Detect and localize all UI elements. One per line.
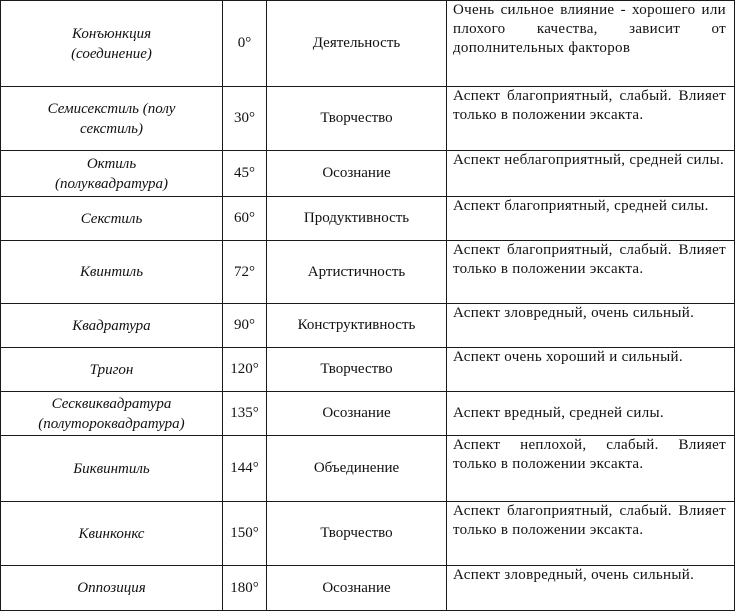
aspect-name-cell <box>1 436 223 502</box>
aspect-degree: 30° <box>223 87 267 151</box>
table-row <box>1 566 735 611</box>
aspect-name: Квинтиль <box>79 264 144 280</box>
aspect-degree: 60° <box>223 197 267 241</box>
aspect-name-cell <box>1 87 223 151</box>
aspect-degree: 120° <box>223 348 267 392</box>
aspect-name-cell <box>1 392 223 436</box>
table-row <box>1 348 735 392</box>
table-row <box>1 151 735 197</box>
aspect-theme: Осознание <box>267 151 447 197</box>
aspect-name: Сесквиквадратура <box>51 395 172 412</box>
aspect-theme: Продуктивность <box>267 197 447 241</box>
aspect-theme: Объединение <box>267 436 447 502</box>
aspect-name-cell <box>1 348 223 392</box>
aspect-description: Аспект благоприятный, средней силы. <box>447 197 735 241</box>
aspect-degree: 72° <box>223 241 267 304</box>
aspect-theme: Осознание <box>267 566 447 611</box>
aspect-description: Аспект благоприятный, слабый. Влияет только в положении эксакта. <box>447 241 735 304</box>
aspect-name-cell <box>1 151 223 197</box>
table-row <box>1 436 735 502</box>
aspect-name-alt: секстиль) <box>80 120 143 137</box>
aspect-name-cell <box>1 1 223 87</box>
aspect-name: Тригон <box>89 361 134 378</box>
aspect-description: Аспект благоприятный, слабый. Влияет только в положении эксакта. <box>447 87 735 151</box>
aspect-theme: Творчество <box>267 348 447 392</box>
table-row <box>1 502 735 566</box>
aspect-name-cell <box>1 502 223 566</box>
aspect-name: Семисекстиль (полу <box>47 100 176 117</box>
aspect-description: Очень сильное влияние - хорошего или плохого качества, зависит от дополнительных факторов <box>447 1 735 87</box>
aspect-description: Аспект вредный, средней силы. <box>447 392 735 436</box>
aspect-degree: 135° <box>223 392 267 436</box>
aspect-description: Аспект очень хороший и сильный. <box>447 348 735 392</box>
aspect-name: Конъюнкция <box>71 25 152 42</box>
aspect-degree: 45° <box>223 151 267 197</box>
aspect-name-cell <box>1 304 223 348</box>
aspect-description: Аспект неблагоприятный, средней силы. <box>447 151 735 197</box>
table-row <box>1 304 735 348</box>
aspect-name-alt: (соединение) <box>71 45 152 62</box>
aspect-degree: 144° <box>223 436 267 502</box>
aspect-description: Аспект неплохой, слабый. Влияет только в положении эксакта. <box>447 436 735 502</box>
table-row <box>1 87 735 151</box>
table-row <box>1 197 735 241</box>
aspect-degree: 90° <box>223 304 267 348</box>
aspect-theme: Творчество <box>267 502 447 566</box>
table-row <box>1 392 735 436</box>
aspect-degree: 0° <box>223 1 267 87</box>
aspect-theme: Артистичность <box>267 241 447 304</box>
aspect-name: Биквинтиль <box>73 460 150 477</box>
aspect-degree: 180° <box>223 566 267 611</box>
aspects-table-body <box>1 1 735 611</box>
aspect-degree: 150° <box>223 502 267 566</box>
aspect-name-cell <box>1 241 223 304</box>
aspect-theme: Конструктивность <box>267 304 447 348</box>
aspect-name-alt: (полуквадратура) <box>54 175 169 192</box>
aspect-description: Аспект зловредный, очень сильный. <box>447 304 735 348</box>
aspect-name: Оппозиция <box>77 580 146 596</box>
aspect-theme: Творчество <box>267 87 447 151</box>
aspect-name-alt: (полутороквадратура) <box>38 415 185 432</box>
aspect-name: Квинконкс <box>78 525 145 542</box>
aspect-name: Секстиль <box>80 210 143 227</box>
aspect-name-cell <box>1 566 223 611</box>
aspect-name: Октиль <box>86 155 137 172</box>
aspect-name: Квадратура <box>72 317 151 334</box>
aspect-name-cell <box>1 197 223 241</box>
aspect-theme: Деятельность <box>267 1 447 87</box>
table-row <box>1 1 735 87</box>
table-row <box>1 241 735 304</box>
aspect-theme: Осознание <box>267 392 447 436</box>
aspect-description: Аспект зловредный, очень сильный. <box>447 566 735 611</box>
aspect-description: Аспект благоприятный, слабый. Влияет только в положении эксакта. <box>447 502 735 566</box>
